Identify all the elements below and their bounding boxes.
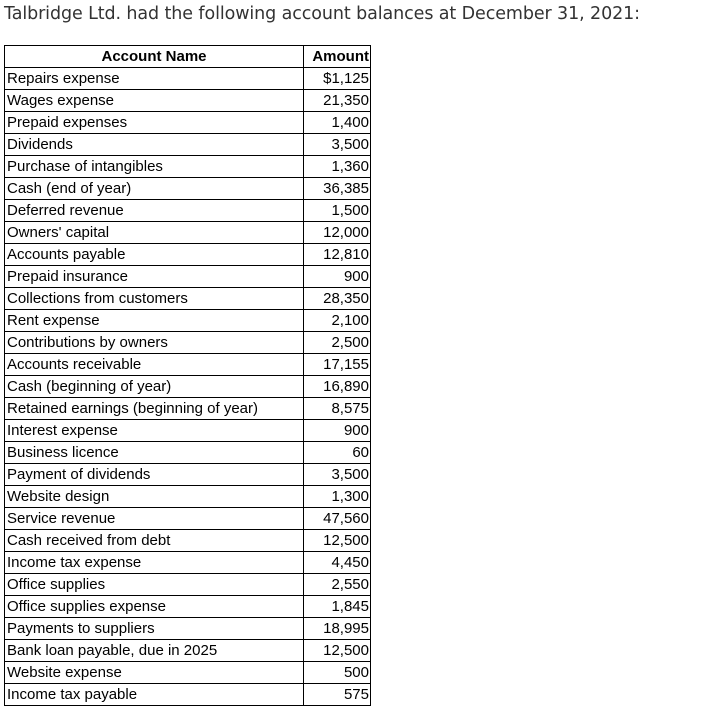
account-name-cell: Dividends xyxy=(5,134,304,156)
amount-cell: 900 xyxy=(304,420,371,442)
account-name-cell: Retained earnings (beginning of year) xyxy=(5,398,304,420)
amount-cell: 1,845 xyxy=(304,596,371,618)
amount-cell: 16,890 xyxy=(304,376,371,398)
table-row xyxy=(5,134,371,156)
amount-cell: 3,500 xyxy=(304,464,371,486)
amount-cell: 2,550 xyxy=(304,574,371,596)
account-name-cell: Website expense xyxy=(5,662,304,684)
amount-cell: 12,500 xyxy=(304,530,371,552)
table-row xyxy=(5,244,371,266)
table-row xyxy=(5,420,371,442)
account-name-cell: Business licence xyxy=(5,442,304,464)
table-row xyxy=(5,596,371,618)
amount-cell: 1,360 xyxy=(304,156,371,178)
amount-cell: 12,500 xyxy=(304,640,371,662)
table-row xyxy=(5,156,371,178)
amount-cell: 3,500 xyxy=(304,134,371,156)
account-name-cell: Office supplies xyxy=(5,574,304,596)
account-name-cell: Income tax payable xyxy=(5,684,304,706)
amount-cell: 900 xyxy=(304,266,371,288)
amount-cell: 47,560 xyxy=(304,508,371,530)
table-row xyxy=(5,486,371,508)
amount-cell: 60 xyxy=(304,442,371,464)
account-name-cell: Cash received from debt xyxy=(5,530,304,552)
table-row xyxy=(5,508,371,530)
table-row xyxy=(5,376,371,398)
amount-cell: 1,500 xyxy=(304,200,371,222)
account-name-cell: Payment of dividends xyxy=(5,464,304,486)
amount-cell: 500 xyxy=(304,662,371,684)
column-header-amount: Amount xyxy=(304,46,371,68)
table-row xyxy=(5,684,371,706)
account-balances-table xyxy=(4,45,371,706)
amount-cell: 8,575 xyxy=(304,398,371,420)
account-name-cell: Purchase of intangibles xyxy=(5,156,304,178)
account-name-cell: Deferred revenue xyxy=(5,200,304,222)
amount-cell: 1,400 xyxy=(304,112,371,134)
account-name-cell: Repairs expense xyxy=(5,68,304,90)
account-name-cell: Website design xyxy=(5,486,304,508)
table-row xyxy=(5,574,371,596)
amount-cell: 18,995 xyxy=(304,618,371,640)
column-header-account-name: Account Name xyxy=(5,46,304,68)
table-row xyxy=(5,222,371,244)
account-name-cell: Collections from customers xyxy=(5,288,304,310)
intro-text: Talbridge Ltd. had the following account balances at December 31, 2021: xyxy=(4,4,640,24)
account-name-cell: Office supplies expense xyxy=(5,596,304,618)
table-row xyxy=(5,618,371,640)
table-row xyxy=(5,200,371,222)
amount-cell: 4,450 xyxy=(304,552,371,574)
account-name-cell: Prepaid insurance xyxy=(5,266,304,288)
table-row xyxy=(5,90,371,112)
account-name-cell: Rent expense xyxy=(5,310,304,332)
account-name-cell: Accounts payable xyxy=(5,244,304,266)
account-name-cell: Payments to suppliers xyxy=(5,618,304,640)
table-row xyxy=(5,354,371,376)
table-row xyxy=(5,662,371,684)
amount-cell: 1,300 xyxy=(304,486,371,508)
account-name-cell: Service revenue xyxy=(5,508,304,530)
account-name-cell: Contributions by owners xyxy=(5,332,304,354)
account-name-cell: Prepaid expenses xyxy=(5,112,304,134)
table-row xyxy=(5,310,371,332)
table-row xyxy=(5,112,371,134)
table-row xyxy=(5,640,371,662)
amount-cell: 28,350 xyxy=(304,288,371,310)
table-row xyxy=(5,332,371,354)
amount-cell: 12,000 xyxy=(304,222,371,244)
table-row xyxy=(5,464,371,486)
table-row xyxy=(5,442,371,464)
table-row xyxy=(5,552,371,574)
table-row xyxy=(5,288,371,310)
amount-cell: 21,350 xyxy=(304,90,371,112)
amount-cell: 2,100 xyxy=(304,310,371,332)
account-name-cell: Accounts receivable xyxy=(5,354,304,376)
table-row xyxy=(5,266,371,288)
amount-cell: $1,125 xyxy=(304,68,371,90)
account-name-cell: Wages expense xyxy=(5,90,304,112)
account-name-cell: Owners' capital xyxy=(5,222,304,244)
amount-cell: 12,810 xyxy=(304,244,371,266)
table-row xyxy=(5,398,371,420)
table-row xyxy=(5,178,371,200)
account-name-cell: Income tax expense xyxy=(5,552,304,574)
account-name-cell: Cash (end of year) xyxy=(5,178,304,200)
account-name-cell: Interest expense xyxy=(5,420,304,442)
amount-cell: 2,500 xyxy=(304,332,371,354)
account-name-cell: Bank loan payable, due in 2025 xyxy=(5,640,304,662)
account-name-cell: Cash (beginning of year) xyxy=(5,376,304,398)
table-row xyxy=(5,68,371,90)
table-row xyxy=(5,530,371,552)
amount-cell: 36,385 xyxy=(304,178,371,200)
amount-cell: 575 xyxy=(304,684,371,706)
amount-cell: 17,155 xyxy=(304,354,371,376)
table-header-row xyxy=(5,46,371,68)
